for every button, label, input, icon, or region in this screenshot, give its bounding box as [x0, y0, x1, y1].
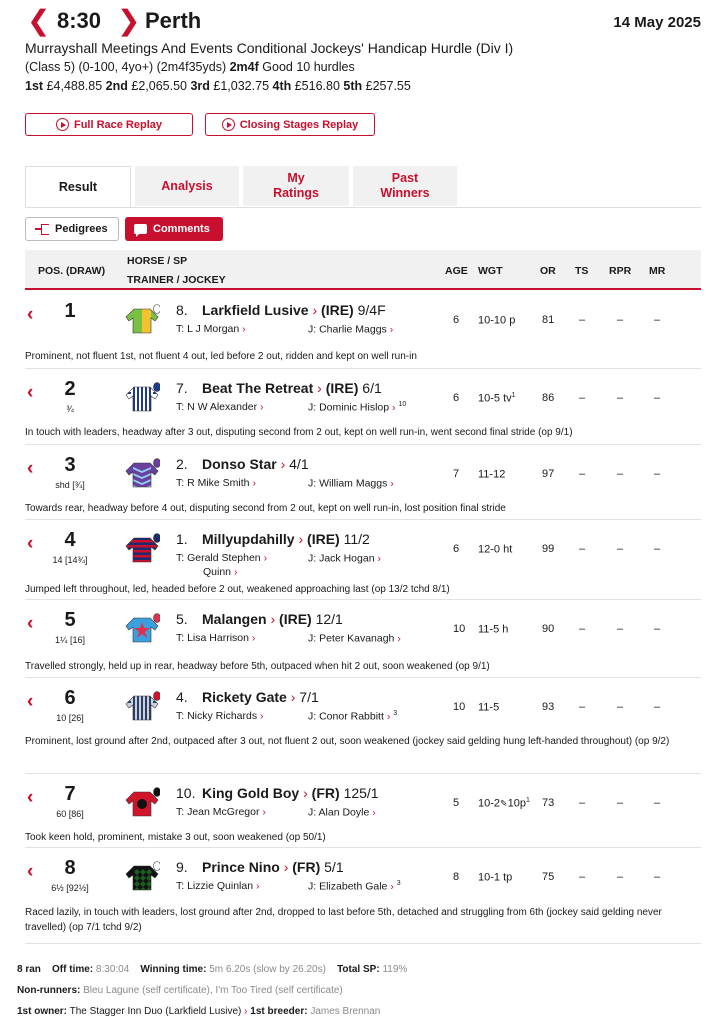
finish-position: 1 — [64, 300, 76, 322]
tab-past-winners[interactable]: Past Winners — [353, 166, 457, 206]
weight: 10-1 tp — [478, 871, 513, 884]
race-comment: Travelled strongly, held up in rear, headway before 5th, outpaced when hit 2 out, soon weakened (op 9/1) — [25, 661, 490, 672]
expand-row-chevron-icon[interactable]: ‹ — [27, 691, 34, 712]
comment-bubble-icon — [134, 224, 147, 234]
age: 6 — [453, 392, 460, 404]
saddlecloth-number: 4. — [176, 689, 188, 705]
weight: 11-12 — [478, 468, 506, 481]
trainer-link[interactable]: T: Nicky Richards › — [176, 710, 264, 722]
rpr: – — [617, 701, 624, 713]
horse-name-link[interactable]: Millyupdahilly › (IRE) 11/2 — [202, 531, 370, 547]
pedigrees-button[interactable]: Pedigrees — [25, 217, 119, 241]
horse-name-link[interactable]: Malangen › (IRE) 12/1 — [202, 611, 343, 627]
trainer-link[interactable]: T: Gerald Stephen › — [176, 552, 268, 564]
mr: – — [654, 797, 661, 809]
trainer-link[interactable]: T: Lisa Harrison › — [176, 632, 256, 644]
beaten-distance: 6½ [92½] — [51, 883, 89, 893]
horse-name-link[interactable]: Prince Nino › (FR) 5/1 — [202, 859, 344, 875]
topspeed: – — [579, 468, 586, 480]
jockey-link[interactable]: J: William Maggs › — [308, 477, 394, 490]
saddlecloth-number: 1. — [176, 531, 188, 547]
race-comment: Prominent, not fluent 1st, not fluent 4 out, led before 2 out, ridden and kept on well run-in — [25, 351, 417, 362]
course-name: Perth — [145, 8, 202, 33]
official-rating: 99 — [542, 543, 555, 555]
col-rpr: RPR — [609, 265, 632, 277]
weight: 10-5 $tv^1$ — [478, 392, 516, 405]
race-prizes: 1st £4,488.85 2nd £2,065.50 3rd £1,032.75 4th £516.80 5th £257.55 — [25, 79, 411, 93]
race-conditions: (Class 5) (0-100, 4yo+) (2m4f35yds) 2m4f Good 10 hurdles — [25, 60, 355, 74]
topspeed: – — [579, 392, 586, 404]
expand-row-chevron-icon[interactable]: ‹ — [27, 304, 34, 325]
col-or: OR — [540, 265, 556, 277]
jockey-link[interactable]: J: Conor Rabbitt › $^3$ — [308, 710, 398, 723]
race-title: Murrayshall Meetings And Events Conditional Jockeys' Handicap Hurdle (Div I) — [25, 40, 514, 56]
race-summary: 8 ran Off time: 8:30:04 Winning time: 5m 6.20s (slow by 26.20s) Total SP: 119% — [17, 964, 408, 975]
col-ts: TS — [575, 265, 589, 277]
mr: – — [654, 468, 661, 480]
age: 7 — [453, 468, 460, 480]
mr: – — [654, 623, 661, 635]
closing-stages-replay-button[interactable]: Closing Stages Replay — [205, 113, 375, 136]
saddlecloth-number: 7. — [176, 380, 188, 396]
age: 8 — [453, 871, 460, 883]
trainer-link[interactable]: T: R Mike Smith › — [176, 477, 256, 489]
beaten-distance: 10 [26] — [56, 713, 84, 723]
mr: – — [654, 392, 661, 404]
result-row — [25, 292, 701, 369]
beaten-distance: ¾ — [66, 404, 74, 414]
col-trainer-jockey: TRAINER / JOCKEY — [127, 274, 226, 286]
beaten-distance: 1¼ [16] — [54, 635, 86, 645]
jockey-silk-icon — [124, 300, 160, 334]
mr: – — [654, 701, 661, 713]
result-row — [25, 775, 701, 848]
weight: 10-10 p — [478, 314, 516, 327]
race-comment: Took keen hold, prominent, mistake 3 out, soon weakened (op 50/1) — [25, 832, 326, 843]
race-comment: Jumped left throughout, led, headed before 2 out, weakened approaching last (op 13/2 tchd 8/1) — [25, 584, 450, 595]
topspeed: – — [579, 701, 586, 713]
age: 10 — [453, 623, 466, 635]
horse-name-link[interactable]: Beat The Retreat › (IRE) 6/1 — [202, 380, 382, 396]
saddlecloth-number: 2. — [176, 456, 188, 472]
horse-name-link[interactable]: Larkfield Lusive › (IRE) 9/4F — [202, 302, 386, 318]
official-rating: 75 — [542, 871, 555, 883]
race-comment: In touch with leaders, headway after 3 out, disputing second from 2 out, kept on well run-in, went second final stride (op 9/1) — [25, 427, 573, 438]
jockey-link[interactable]: J: Jack Hogan › — [308, 552, 381, 565]
topspeed: – — [579, 797, 586, 809]
expand-row-chevron-icon[interactable]: ‹ — [27, 613, 34, 634]
jockey-silk-icon — [124, 529, 160, 563]
trainer-link[interactable]: T: Jean McGregor › — [176, 806, 266, 818]
rpr: – — [617, 871, 624, 883]
horse-name-link[interactable]: King Gold Boy › (FR) 125/1 — [202, 785, 379, 801]
official-rating: 97 — [542, 468, 555, 480]
rpr: – — [617, 314, 624, 326]
results-table-header — [25, 250, 701, 290]
col-pos: POS. (DRAW) — [38, 265, 106, 277]
race-date: 14 May 2025 — [613, 14, 701, 31]
rpr: – — [617, 468, 624, 480]
mr: – — [654, 543, 661, 555]
owner-breeder: 1st owner: The Stagger Inn Duo (Larkfield Lusive) › 1st breeder: James Brennan — [17, 1006, 381, 1017]
result-row — [25, 446, 701, 520]
age: 10 — [453, 701, 466, 713]
topspeed: – — [579, 623, 586, 635]
jockey-silk-icon — [124, 609, 160, 643]
finish-position: 4 — [64, 529, 76, 551]
topspeed: – — [579, 543, 586, 555]
horse-name-link[interactable]: Rickety Gate › 7/1 — [202, 689, 319, 705]
next-race-chevron-icon[interactable]: ❯ — [117, 5, 141, 36]
prev-race-chevron-icon[interactable]: ❮ — [27, 5, 51, 36]
mr: – — [654, 871, 661, 883]
rpr: – — [617, 623, 624, 635]
rpr: – — [617, 543, 624, 555]
expand-row-chevron-icon[interactable]: ‹ — [27, 861, 34, 882]
finish-position: 7 — [64, 783, 76, 805]
jockey-silk-icon — [124, 454, 160, 488]
saddlecloth-number: 8. — [176, 302, 188, 318]
saddlecloth-number: 9. — [176, 859, 188, 875]
official-rating: 81 — [542, 314, 555, 326]
jockey-link[interactable]: J: Peter Kavanagh › — [308, 632, 401, 645]
finish-position: 5 — [64, 609, 76, 631]
mr: – — [654, 314, 661, 326]
result-row — [25, 601, 701, 678]
col-wgt: WGT — [478, 265, 503, 277]
race-comment: Prominent, lost ground after 2nd, outpaced after 3 out, not fluent 2 out, soon weakened (jockey said gelding hung left-handed throughout) (op 9/2) — [25, 736, 670, 747]
official-rating: 73 — [542, 797, 555, 809]
race-time: 8:30 — [57, 8, 102, 33]
trainer-link[interactable]: T: N W Alexander › — [176, 401, 264, 413]
official-rating: 86 — [542, 392, 555, 404]
trainer-link[interactable]: T: L J Morgan › — [176, 323, 246, 335]
age: 6 — [453, 314, 460, 326]
expand-row-chevron-icon[interactable]: ‹ — [27, 533, 34, 554]
official-rating: 93 — [542, 701, 555, 713]
jockey-link[interactable]: J: Alan Doyle › — [308, 806, 376, 819]
col-horse-sp: HORSE / SP — [127, 255, 188, 267]
col-age: AGE — [445, 265, 468, 277]
pedigree-tree-icon — [35, 224, 49, 234]
jockey-silk-icon — [124, 857, 160, 891]
play-icon — [222, 118, 235, 131]
race-comment: Raced lazily, in touch with leaders, lost ground after 2nd, dropped to last before 5th, detached and struggling from 6th (jockey said gelding never travelled) (op 7/1 tchd 9/2) — [25, 907, 662, 933]
result-row — [25, 679, 701, 774]
horse-name-link[interactable]: Donso Star › 4/1 — [202, 456, 309, 472]
non-runners: Non-runners: Bleu Lagune (self certificate), I'm Too Tired (self certificate) — [17, 985, 343, 996]
col-mr: MR — [649, 265, 666, 277]
trainer-link-continued[interactable]: Quinn › — [203, 566, 238, 578]
tab-result[interactable]: Result — [25, 166, 131, 208]
rpr: – — [617, 797, 624, 809]
result-row — [25, 849, 701, 944]
tab-analysis[interactable]: Analysis — [135, 166, 239, 206]
jockey-link[interactable]: J: Elizabeth Gale › $^3$ — [308, 880, 401, 893]
saddlecloth-number: 10. — [176, 785, 196, 801]
jockey-silk-icon — [124, 783, 160, 817]
expand-row-chevron-icon[interactable]: ‹ — [27, 382, 34, 403]
age: 6 — [453, 543, 460, 555]
play-icon — [56, 118, 69, 131]
jockey-link[interactable]: J: Charlie Maggs › — [308, 323, 394, 336]
topspeed: – — [579, 314, 586, 326]
jockey-link[interactable]: J: Dominic Hislop › $^{10}$ — [308, 401, 407, 414]
expand-row-chevron-icon[interactable]: ‹ — [27, 787, 34, 808]
rpr: – — [617, 392, 624, 404]
weight: 11-5 — [478, 701, 500, 714]
beaten-distance: 60 [86] — [56, 809, 84, 819]
race-comment: Towards rear, headway before 4 out, disputing second from 2 out, kept on well run-in, lost position final stride — [25, 503, 506, 514]
weight: 12-0 ht — [478, 543, 513, 556]
result-tabs — [25, 166, 701, 208]
result-row — [25, 521, 701, 600]
trainer-link[interactable]: T: Lizzie Quinlan › — [176, 880, 260, 892]
comments-button[interactable]: Comments — [125, 217, 223, 241]
finish-position: 3 — [64, 454, 76, 476]
topspeed: – — [579, 871, 586, 883]
race-header — [25, 6, 705, 40]
finish-position: 6 — [64, 687, 76, 709]
saddlecloth-number: 5. — [176, 611, 188, 627]
beaten-distance: 14 [14¾] — [52, 555, 88, 565]
weight: $10-2​✎10p^1$ — [478, 797, 530, 810]
tabs-divider — [25, 207, 701, 208]
expand-row-chevron-icon[interactable]: ‹ — [27, 458, 34, 479]
beaten-distance: shd [¾] — [55, 480, 85, 490]
jockey-silk-icon — [124, 378, 160, 412]
official-rating: 90 — [542, 623, 555, 635]
full-race-replay-button[interactable]: Full Race Replay — [25, 113, 193, 136]
weight: 11-5 h — [478, 623, 509, 636]
tab-my-ratings[interactable]: My Ratings — [243, 166, 349, 206]
finish-position: 8 — [64, 857, 76, 879]
jockey-silk-icon — [124, 687, 160, 721]
result-row — [25, 370, 701, 445]
finish-position: 2 — [64, 378, 76, 400]
age: 5 — [453, 797, 460, 809]
